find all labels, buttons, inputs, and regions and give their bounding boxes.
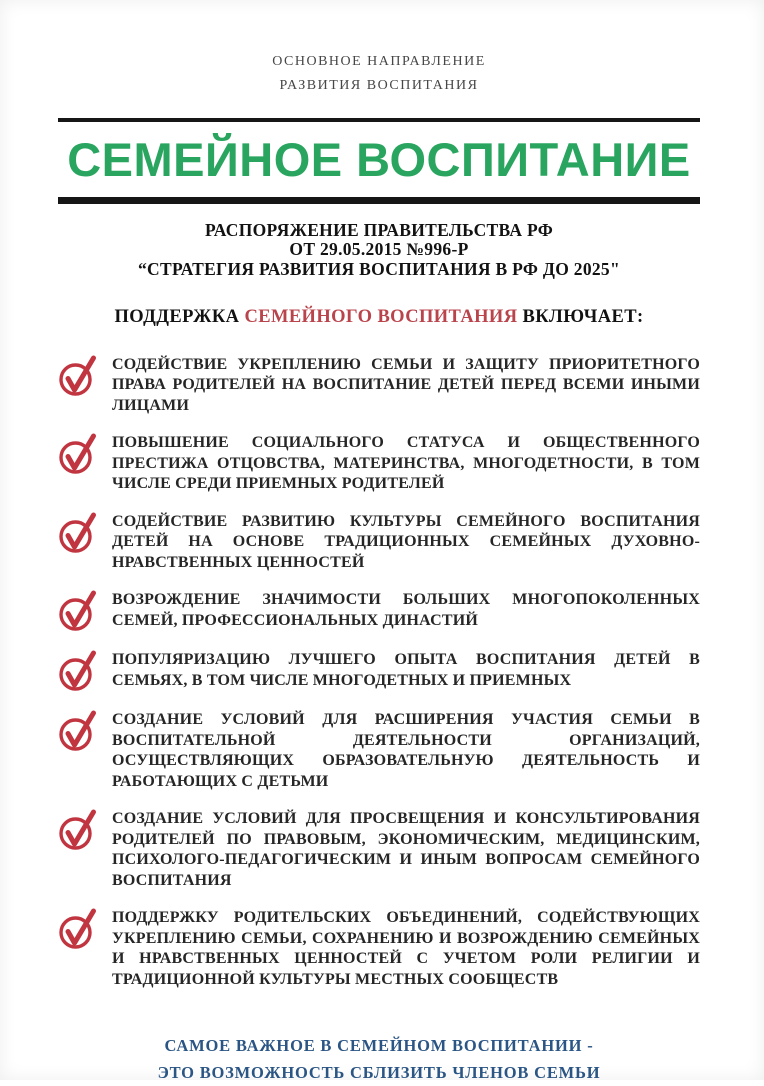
- checklist: [58, 355, 700, 991]
- check-circle-icon: [58, 587, 100, 633]
- kicker: [58, 50, 700, 98]
- decree-block: [58, 221, 700, 280]
- footer-line-2: ЭТО ВОЗМОЖНОСТЬ СБЛИЗИТЬ ЧЛЕНОВ СЕМЬИ: [157, 1062, 601, 1082]
- check-circle-icon: [58, 905, 100, 951]
- checklist-item-text: СОДЕЙСТВИЕ РАЗВИТИЮ КУЛЬТУРЫ СЕМЕЙНОГО ВОСПИТАНИЯ ДЕТЕЙ НА ОСНОВЕ ТРАДИЦИОННЫХ СЕМЕЙНЫХ ДУХОВНО-НРАВСТВЕННЫХ ЦЕННОСТЕЙ: [112, 512, 700, 571]
- top-rule: [58, 118, 700, 122]
- kicker-line-2: РАЗВИТИЯ ВОСПИТАНИЯ: [279, 77, 479, 93]
- checklist-item: [58, 512, 700, 574]
- check-circle-icon: [58, 509, 100, 555]
- check-circle-icon: [58, 430, 100, 476]
- support-heading: [58, 307, 700, 328]
- checklist-item: [58, 710, 700, 792]
- checklist-item-text: СОЗДАНИЕ УСЛОВИЙ ДЛЯ РАСШИРЕНИЯ УЧАСТИЯ СЕМЬИ В ВОСПИТАТЕЛЬНОЙ ДЕЯТЕЛЬНОСТИ ОРГАНИЗАЦИЙ, ОСУЩЕСТВЛЯЮЩИХ ОБРАЗОВАТЕЛЬНУЮ ДЕЯТЕЛЬНОСТЬ И РАБОТАЮЩИХ С ДЕТЬМИ: [112, 711, 700, 790]
- decree-line-1: РАСПОРЯЖЕНИЕ ПРАВИТЕЛЬСТВА РФ: [204, 219, 554, 240]
- checklist-item-text: ПОДДЕРЖКУ РОДИТЕЛЬСКИХ ОБЪЕДИНЕНИЙ, СОДЕЙСТВУЮЩИХ УКРЕПЛЕНИЮ СЕМЬИ, СОХРАНЕНИЮ И ВОЗРОЖДЕНИЮ СЕМЕЙНЫХ И НРАВСТВЕННЫХ ЦЕННОСТЕЙ С УЧЕТОМ РОЛИ РЕЛИГИИ И ТРАДИЦИОННОЙ КУЛЬТУРЫ МЕСТНЫХ СООБЩЕСТВ: [112, 909, 700, 988]
- check-circle-icon: [58, 707, 100, 753]
- checklist-item-text: ПОВЫШЕНИЕ СОЦИАЛЬНОГО СТАТУСА И ОБЩЕСТВЕННОГО ПРЕСТИЖА ОТЦОВСТВА, МАТЕРИНСТВА, МНОГОДЕТНОСТИ, В ТОМ ЧИСЛЕ СРЕДИ ПРИЕМНЫХ РОДИТЕЛЕЙ: [112, 434, 700, 493]
- support-heading-highlight: СЕМЕЙНОГО ВОСПИТАНИЯ: [244, 306, 518, 327]
- decree-line-3: “СТРАТЕГИЯ РАЗВИТИЯ ВОСПИТАНИЯ В РФ ДО 2025": [137, 259, 620, 280]
- checklist-item: [58, 809, 700, 891]
- checklist-item: [58, 433, 700, 495]
- checklist-item-text: ПОПУЛЯРИЗАЦИЮ ЛУЧШЕГО ОПЫТА ВОСПИТАНИЯ ДЕТЕЙ В СЕМЬЯХ, В ТОМ ЧИСЛЕ МНОГОДЕТНЫХ И ПРИЕМНЫХ: [112, 651, 700, 689]
- checklist-item: [58, 355, 700, 417]
- checklist-item: [58, 590, 700, 633]
- support-heading-suffix: ВКЛЮЧАЕТ:: [522, 306, 644, 327]
- decree-line-2: ОТ 29.05.2015 №996-Р: [289, 239, 469, 260]
- kicker-line-1: ОСНОВНОЕ НАПРАВЛЕНИЕ: [272, 54, 486, 69]
- checklist-item-text: ВОЗРОЖДЕНИЕ ЗНАЧИМОСТИ БОЛЬШИХ МНОГОПОКОЛЕННЫХ СЕМЕЙ, ПРОФЕССИОНАЛЬНЫХ ДИНАСТИЙ: [112, 591, 700, 629]
- double-rule: [58, 197, 700, 204]
- footer-line-1: САМОЕ ВАЖНОЕ В СЕМЕЙНОМ ВОСПИТАНИИ -: [164, 1036, 594, 1056]
- checklist-item-text: СОДЕЙСТВИЕ УКРЕПЛЕНИЮ СЕМЬИ И ЗАЩИТУ ПРИОРИТЕТНОГО ПРАВА РОДИТЕЛЕЙ НА ВОСПИТАНИЕ ДЕТЕЙ ПЕРЕД ВСЕМИ ИНЫМИ ЛИЦАМИ: [112, 355, 700, 414]
- check-circle-icon: [58, 352, 100, 398]
- page-title: СЕМЕЙНОЕ ВОСПИТАНИЕ: [67, 132, 691, 186]
- checklist-item: [58, 908, 700, 990]
- footer: [58, 1033, 700, 1086]
- check-circle-icon: [58, 806, 100, 852]
- checklist-item: [58, 650, 700, 693]
- check-circle-icon: [58, 647, 100, 693]
- checklist-item-text: СОЗДАНИЕ УСЛОВИЙ ДЛЯ ПРОСВЕЩЕНИЯ И КОНСУЛЬТИРОВАНИЯ РОДИТЕЛЕЙ ПО ПРАВОВЫМ, ЭКОНОМИЧЕСКИМ, МЕДИЦИНСКИМ, ПСИХОЛОГО-ПЕДАГОГИЧЕСКИМ И ИНЫМ ВОПРОСАМ СЕМЕЙНОГО ВОСПИТАНИЯ: [112, 810, 700, 889]
- support-heading-prefix: ПОДДЕРЖКА: [114, 306, 240, 327]
